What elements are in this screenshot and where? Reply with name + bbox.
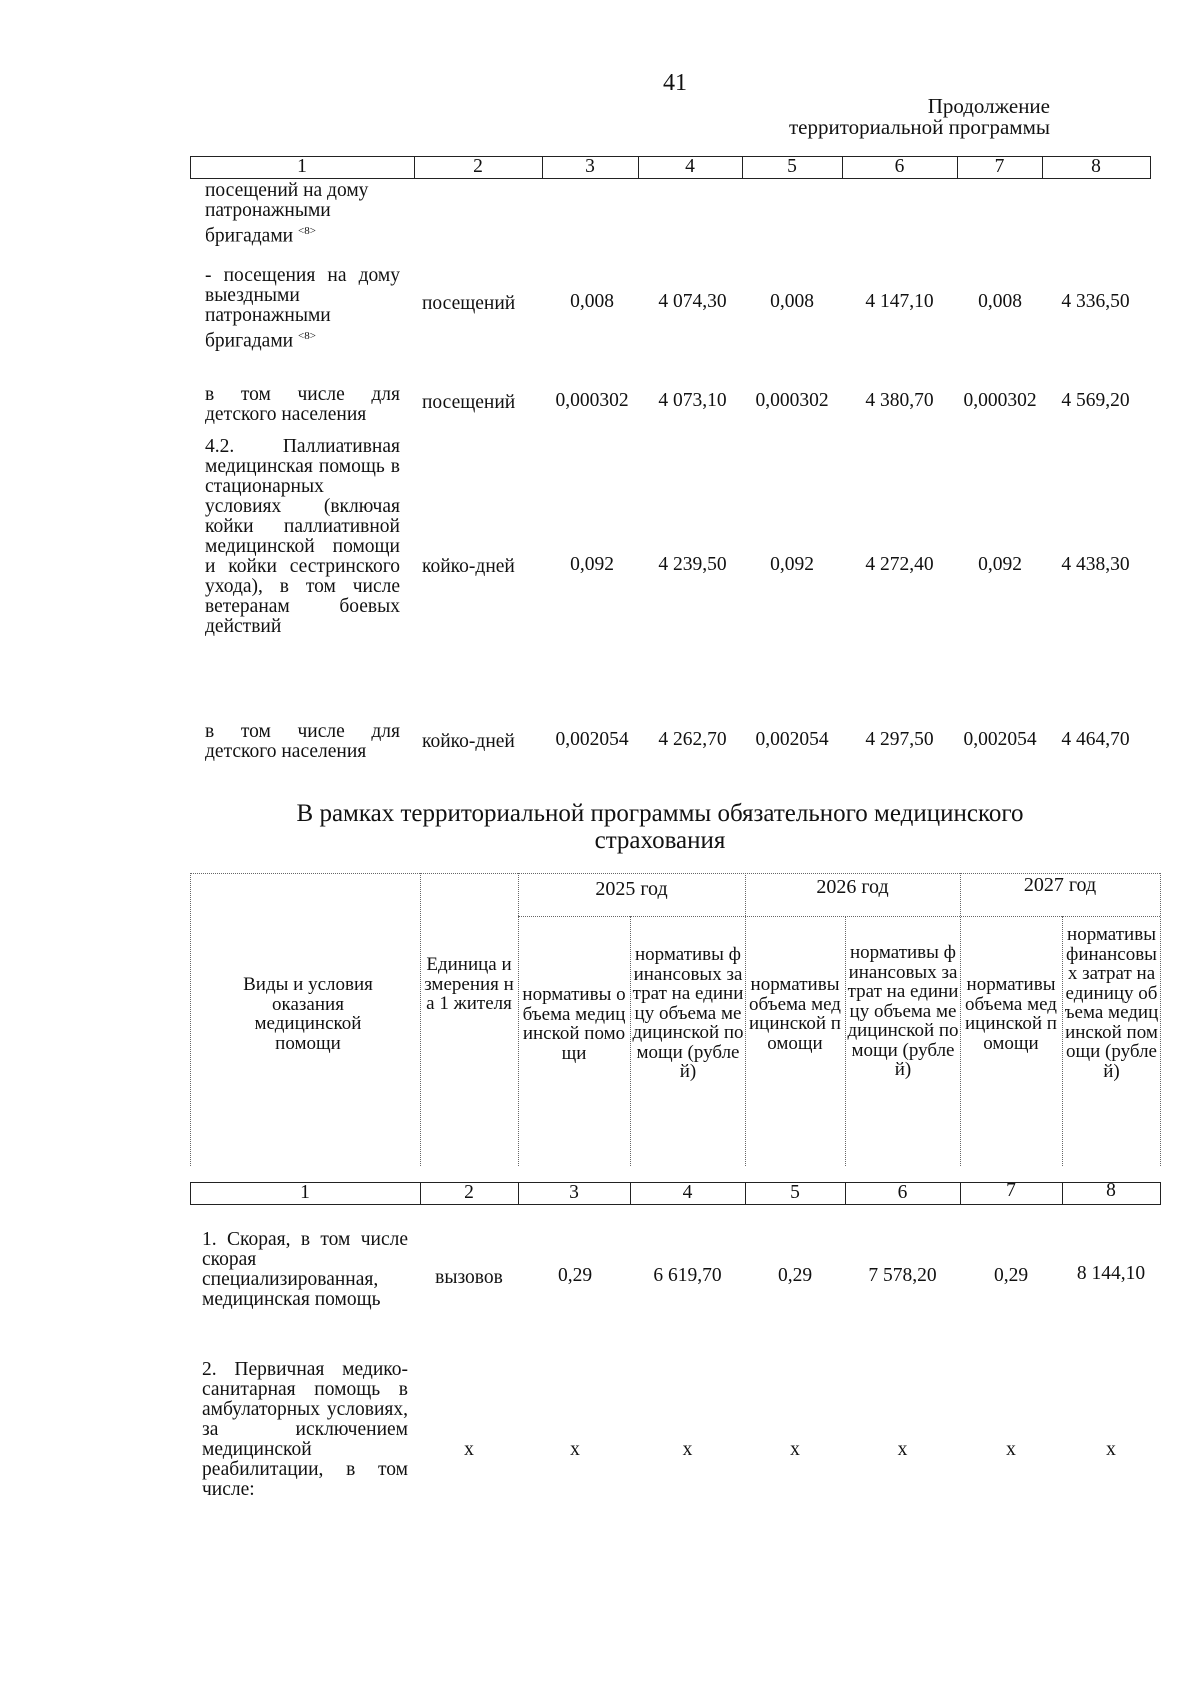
col-num: 7 bbox=[994, 156, 1005, 177]
unit: койко-дней bbox=[422, 731, 515, 752]
header-col1: Виды и условия оказания медицинской помощи bbox=[243, 974, 373, 1054]
section-title-line-1: В рамках территориальной программы обязательного медицинского bbox=[296, 800, 1024, 827]
page-number: 41 bbox=[663, 70, 687, 96]
value: 4 336,50 bbox=[1061, 291, 1130, 312]
continuation-line-2: территориальной программы bbox=[788, 115, 1050, 139]
col-num: 7 bbox=[1006, 1180, 1016, 1201]
col-num: 4 bbox=[685, 156, 695, 177]
unit: х bbox=[464, 1439, 474, 1460]
row-label: в том числе для детского населения bbox=[205, 721, 400, 762]
value: х bbox=[682, 1439, 693, 1460]
value: 4 464,70 bbox=[1061, 729, 1130, 750]
row-label: 4.2. Паллиативная медицинская помощь в стационарных условиях (включая койки паллиативной медицинской помощи и койки сестринского ухода), в том числе ветеранам боевых действий bbox=[205, 436, 400, 637]
unit: посещений bbox=[422, 392, 516, 413]
value: 4 380,70 bbox=[865, 390, 934, 411]
value: 4 438,30 bbox=[1061, 554, 1130, 575]
value: 0,008 bbox=[770, 291, 814, 312]
col-num: 5 bbox=[790, 1182, 800, 1203]
col-num: 1 bbox=[300, 1182, 310, 1203]
row-label: - посещения на дому выездными патронажными бригадами $^{<8>}$ bbox=[205, 265, 400, 352]
value: 0,000302 bbox=[555, 390, 629, 411]
row-label: в том числе для детского населения bbox=[205, 384, 400, 425]
col-num: 5 bbox=[787, 156, 797, 177]
col-num: 3 bbox=[569, 1182, 579, 1203]
section-title bbox=[160, 800, 1160, 854]
value: 4 074,30 bbox=[658, 291, 727, 312]
footnote-mark: <8> bbox=[298, 225, 316, 237]
value: 7 578,20 bbox=[868, 1265, 937, 1286]
col-num: 4 bbox=[682, 1182, 693, 1203]
continuation-note bbox=[789, 96, 1050, 138]
unit: вызовов bbox=[435, 1267, 503, 1288]
unit: койко-дней bbox=[422, 556, 515, 577]
value: 0,092 bbox=[770, 554, 814, 575]
header-finance-2026: нормативы финансовых затрат на единицу объема медицинской помощи (рублей) bbox=[847, 942, 959, 1080]
col-num: 6 bbox=[897, 1182, 908, 1203]
value: 0,002054 bbox=[555, 729, 629, 750]
year-2027: 2027 год bbox=[1023, 874, 1097, 896]
col-num: 8 bbox=[1091, 156, 1101, 177]
value: 0,29 bbox=[557, 1265, 593, 1286]
header-finance-2027: нормативы финансовых затрат на единицу объема медицинской помощи (рублей) bbox=[1064, 924, 1159, 1082]
footnote-mark: <8> bbox=[298, 330, 316, 342]
value: 0,29 bbox=[777, 1265, 813, 1286]
row-label: посещений на дому патронажными бригадами $^{<8>}$ bbox=[205, 180, 369, 247]
row-label: 1. Скорая, в том числе скорая специализированная, медицинская помощь bbox=[202, 1229, 408, 1310]
header-col2: Единица измерения на 1 жителя bbox=[424, 954, 514, 1014]
col-num: 3 bbox=[585, 156, 595, 177]
value: 0,000302 bbox=[755, 390, 829, 411]
continuation-line-1: Продолжение bbox=[927, 94, 1050, 118]
value: 0,008 bbox=[570, 291, 614, 312]
value: 4 073,10 bbox=[658, 390, 727, 411]
value: х bbox=[1106, 1439, 1116, 1460]
value: 4 147,10 bbox=[865, 291, 934, 312]
value: 0,092 bbox=[570, 554, 614, 575]
col-num: 1 bbox=[297, 156, 307, 177]
value: 0,092 bbox=[978, 554, 1022, 575]
header-volume-2025: нормативы объема медицинской помощи bbox=[522, 984, 626, 1064]
value: х bbox=[897, 1439, 908, 1460]
value: 4 262,70 bbox=[658, 729, 727, 750]
section-title-line-2: страхования bbox=[594, 827, 726, 854]
col-num: 8 bbox=[1106, 1180, 1116, 1201]
value: 8 144,10 bbox=[1076, 1263, 1146, 1284]
value: 6 619,70 bbox=[653, 1265, 722, 1286]
value: 0,008 bbox=[978, 291, 1022, 312]
value: х bbox=[1006, 1439, 1016, 1460]
value: 4 297,50 bbox=[865, 729, 934, 750]
header-finance-2025: нормативы финансовых затрат на единицу объема медицинской помощи (рублей) bbox=[632, 944, 744, 1082]
value: 0,002054 bbox=[963, 729, 1037, 750]
col-num: 2 bbox=[473, 156, 483, 177]
value: 4 569,20 bbox=[1061, 390, 1130, 411]
unit: посещений bbox=[422, 293, 516, 314]
row-label: 2. Первичная медико-санитарная помощь в амбулаторных условиях, за исключением медицинской реабилитации, в том числе: bbox=[202, 1359, 408, 1500]
value: 0,29 bbox=[993, 1265, 1029, 1286]
value: 0,002054 bbox=[755, 729, 829, 750]
header-volume-2026: нормативы объема медицинской помощи bbox=[749, 974, 841, 1054]
value: х bbox=[570, 1439, 580, 1460]
value: 4 239,50 bbox=[658, 554, 727, 575]
value: х bbox=[790, 1439, 800, 1460]
year-2026: 2026 год bbox=[816, 876, 889, 898]
col-num: 6 bbox=[894, 156, 905, 177]
value: 4 272,40 bbox=[865, 554, 934, 575]
value: 0,000302 bbox=[963, 390, 1037, 411]
header-volume-2027: нормативы объема медицинской помощи bbox=[965, 974, 1057, 1054]
year-2025: 2025 год bbox=[595, 878, 668, 900]
col-num: 2 bbox=[464, 1182, 474, 1203]
